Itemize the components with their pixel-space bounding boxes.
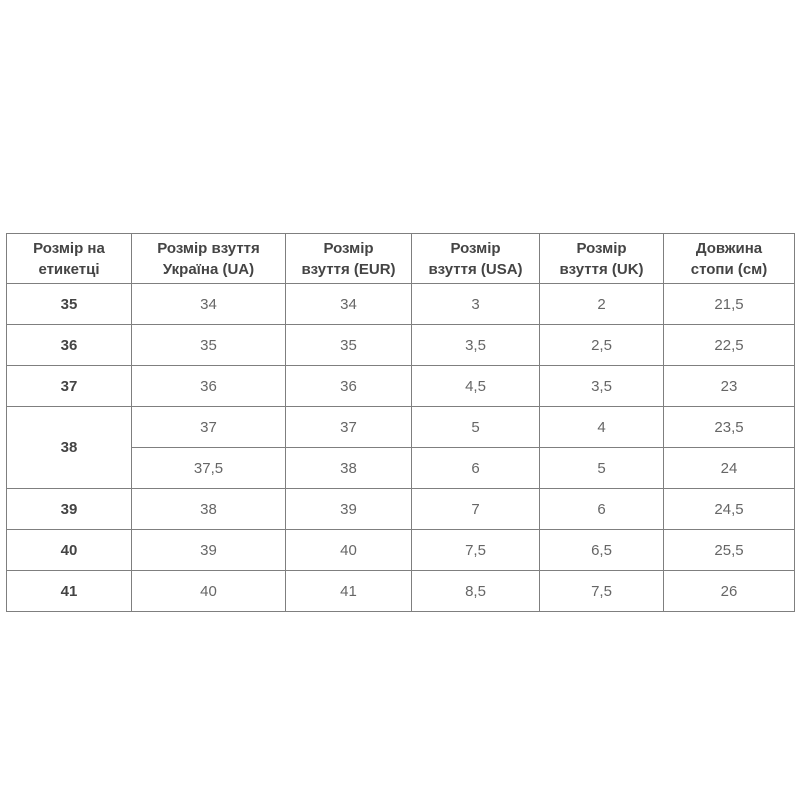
cell-usa: 4,5 xyxy=(412,366,540,407)
cell-uk: 2,5 xyxy=(540,325,664,366)
cell-usa: 3 xyxy=(412,284,540,325)
cell-usa: 5 xyxy=(412,407,540,448)
header-line: Україна (UA) xyxy=(162,260,255,278)
cell-foot-length: 23,5 xyxy=(664,407,795,448)
cell-ua: 40 xyxy=(132,571,286,612)
col-header-uk-size xyxy=(540,234,664,284)
cell-foot-length: 24 xyxy=(664,448,795,489)
header-line: взуття (USA) xyxy=(428,260,523,278)
cell-usa: 6 xyxy=(412,448,540,489)
header-line: взуття (UK) xyxy=(559,260,644,278)
cell-eur: 41 xyxy=(286,571,412,612)
row-label: 38 xyxy=(7,407,132,489)
header-line: Довжина xyxy=(695,239,763,257)
cell-eur: 34 xyxy=(286,284,412,325)
row-label: 39 xyxy=(7,489,132,530)
row-label: 36 xyxy=(7,325,132,366)
row-label: 41 xyxy=(7,571,132,612)
cell-foot-length: 24,5 xyxy=(664,489,795,530)
cell-ua: 35 xyxy=(132,325,286,366)
cell-uk: 3,5 xyxy=(540,366,664,407)
header-line: Розмір xyxy=(576,239,627,257)
row-label: 40 xyxy=(7,530,132,571)
cell-uk: 4 xyxy=(540,407,664,448)
cell-ua: 36 xyxy=(132,366,286,407)
cell-foot-length: 21,5 xyxy=(664,284,795,325)
header-line: Розмір xyxy=(323,239,374,257)
col-header-ua-size xyxy=(132,234,286,284)
header-line: взуття (EUR) xyxy=(301,260,396,278)
cell-uk: 5 xyxy=(540,448,664,489)
cell-foot-length: 23 xyxy=(664,366,795,407)
cell-usa: 7,5 xyxy=(412,530,540,571)
table-row xyxy=(7,366,795,407)
table-row xyxy=(7,407,795,448)
cell-foot-length: 25,5 xyxy=(664,530,795,571)
table-row xyxy=(7,284,795,325)
cell-foot-length: 22,5 xyxy=(664,325,795,366)
cell-ua: 34 xyxy=(132,284,286,325)
header-line: Розмір xyxy=(450,239,501,257)
cell-usa: 7 xyxy=(412,489,540,530)
cell-foot-length: 26 xyxy=(664,571,795,612)
shoe-size-conversion-table xyxy=(6,233,795,612)
cell-eur: 36 xyxy=(286,366,412,407)
col-header-foot-length xyxy=(664,234,795,284)
cell-eur: 35 xyxy=(286,325,412,366)
header-line: стопи (см) xyxy=(690,260,768,278)
header-line: етикетці xyxy=(38,260,100,278)
cell-eur: 37 xyxy=(286,407,412,448)
table-row xyxy=(7,489,795,530)
cell-uk: 6,5 xyxy=(540,530,664,571)
cell-usa: 8,5 xyxy=(412,571,540,612)
col-header-eur-size xyxy=(286,234,412,284)
table-row xyxy=(7,530,795,571)
header-line: Розмір взуття xyxy=(157,239,260,257)
cell-uk: 6 xyxy=(540,489,664,530)
cell-ua: 38 xyxy=(132,489,286,530)
header-line: Розмір на xyxy=(33,239,105,257)
table-row xyxy=(7,571,795,612)
cell-eur: 39 xyxy=(286,489,412,530)
col-header-usa-size xyxy=(412,234,540,284)
cell-ua: 37 xyxy=(132,407,286,448)
row-label: 37 xyxy=(7,366,132,407)
row-label: 35 xyxy=(7,284,132,325)
table-row xyxy=(7,325,795,366)
cell-ua: 37,5 xyxy=(132,448,286,489)
cell-usa: 3,5 xyxy=(412,325,540,366)
header-row xyxy=(7,234,795,284)
cell-ua: 39 xyxy=(132,530,286,571)
cell-uk: 2 xyxy=(540,284,664,325)
cell-uk: 7,5 xyxy=(540,571,664,612)
col-header-label-size xyxy=(7,234,132,284)
cell-eur: 38 xyxy=(286,448,412,489)
cell-eur: 40 xyxy=(286,530,412,571)
